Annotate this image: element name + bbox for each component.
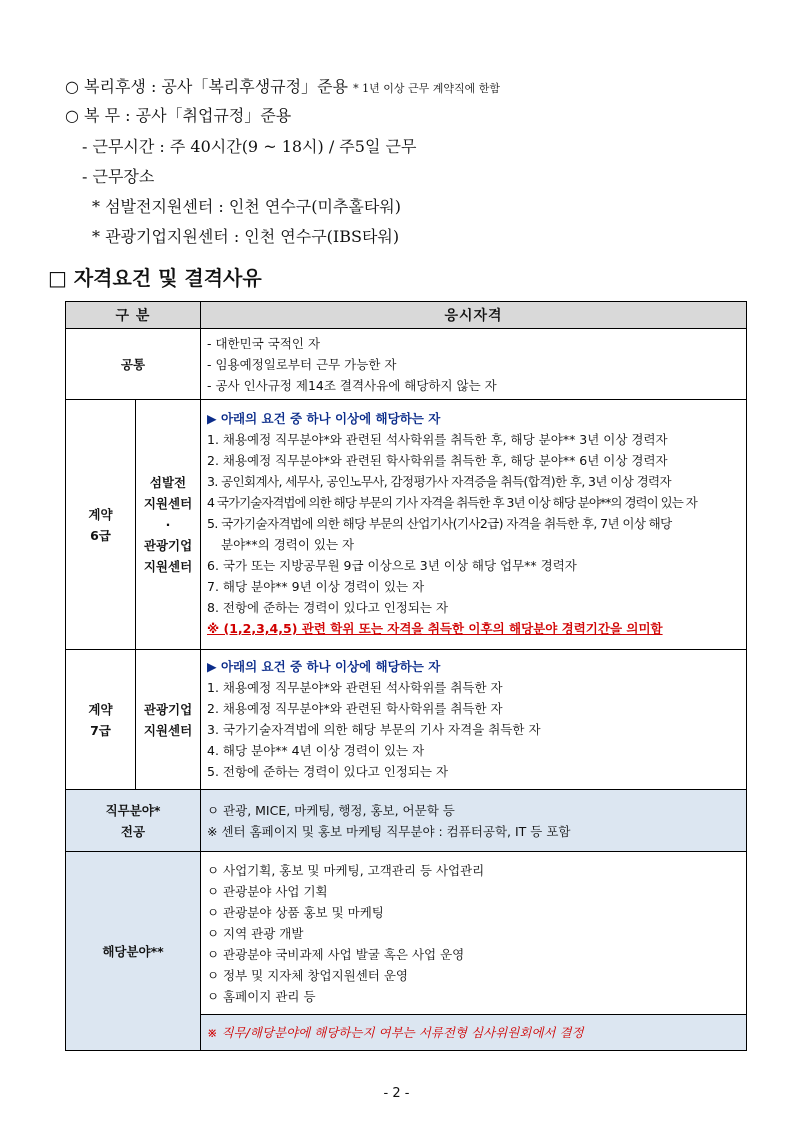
- work-place-line: - 근무장소: [82, 167, 155, 186]
- list-item: 4. 해당 분야** 4년 이상 경력이 있는 자: [207, 743, 425, 758]
- grade6-note: ※ (1,2,3,4,5) 관련 학위 또는 자격을 취득한 이후의 해당분야 경력기간을 의미함: [207, 621, 663, 636]
- common-row: [66, 329, 747, 400]
- list-item: 2. 채용예정 직무분야*와 관련된 학사학위를 취득한 자: [207, 701, 503, 716]
- list-item: - 대한민국 국적인 자: [207, 335, 321, 351]
- list-item: 6. 국가 또는 지방공무원 9급 이상으로 3년 이상 해당 업무** 경력자: [207, 558, 577, 573]
- header-qualification: 응시자격: [201, 302, 747, 329]
- relevant-field-label: 해당분야**: [66, 852, 201, 1051]
- relevant-field-content: [201, 852, 747, 1015]
- welfare-note: * 1년 이상 근무 계약직에 한함: [353, 82, 500, 95]
- welfare-label: ○ 복리후생 : 공사「복리후생규정」준용: [65, 77, 348, 96]
- section-heading: □ 자격요건 및 결격사유: [48, 266, 262, 290]
- list-item: 1. 채용예정 직무분야*와 관련된 석사학위를 취득한 자: [207, 680, 503, 695]
- list-item: ㅇ 관광분야 국비과제 사업 발굴 혹은 사업 운영: [207, 946, 465, 962]
- header-category: 구 분: [66, 302, 201, 329]
- grade7-lead: ▶ 아래의 요건 중 하나 이상에 해당하는 자: [207, 659, 441, 674]
- grade6-row: [66, 400, 747, 650]
- list-item: ㅇ 사업기획, 홍보 및 마케팅, 고객관리 등 사업관리: [207, 862, 485, 878]
- list-item: - 공사 인사규정 제14조 결격사유에 해당하지 않는 자: [207, 377, 497, 393]
- grade7-label: 계약 7급: [66, 650, 136, 790]
- grade7-center: 관광기업 지원센터: [136, 650, 201, 790]
- table-header-row: [66, 302, 747, 329]
- grade6-content: [201, 400, 747, 650]
- relevant-field-note: ※ 직무/해당분야에 해당하는지 여부는 서류전형 심사위원회에서 결정: [207, 1025, 584, 1040]
- relevant-field-row: [66, 852, 747, 1015]
- list-item: 8. 전항에 준하는 경력이 있다고 인정되는 자: [207, 600, 449, 615]
- work-place-island: * 섬발전지원센터 : 인천 연수구(미추홀타워): [92, 197, 401, 216]
- list-item: ㅇ 관광분야 사업 기획: [207, 883, 328, 899]
- common-label: 공통: [66, 329, 201, 400]
- list-item: ㅇ 관광분야 상품 홍보 및 마케팅: [207, 904, 384, 920]
- list-item: 2. 채용예정 직무분야*와 관련된 학사학위를 취득한 후, 해당 분야** 6년 이상 경력자: [207, 453, 668, 468]
- list-item: 5. 국가기술자격법에 의한 해당 부문의 산업기사(기사2급) 자격을 취득한 후, 7년 이상 해당: [207, 516, 672, 531]
- grade7-row: [66, 650, 747, 790]
- page-number: - 2 -: [383, 1086, 410, 1101]
- list-item: 1. 채용예정 직무분야*와 관련된 석사학위를 취득한 후, 해당 분야** 3년 이상 경력자: [207, 432, 668, 447]
- grade6-center: 섬발전 지원센터 · 관광기업 지원센터: [136, 400, 201, 650]
- grade7-content: [201, 650, 747, 790]
- list-item: ㅇ 정부 및 지자체 창업지원센터 운영: [207, 967, 408, 983]
- list-item: ㅇ 홈페이지 관리 등: [207, 988, 316, 1004]
- list-item: 7. 해당 분야** 9년 이상 경력이 있는 자: [207, 579, 425, 594]
- list-item: 분야**의 경력이 있는 자: [221, 537, 355, 552]
- list-item: 3. 공인회계사, 세무사, 공인노무사, 감정평가사 자격증을 취득(합격)한 후, 3년 이상 경력자: [207, 474, 672, 489]
- list-item: 4 국가기술자격법에 의한 해당 부문의 기사 자격을 취득한 후 3년 이상 해당 분야**의 경력이 있는 자: [207, 495, 697, 510]
- list-item: - 임용예정일로부터 근무 가능한 자: [207, 356, 397, 372]
- job-field-label: 직무분야* 전공: [66, 790, 201, 852]
- qualification-table: [65, 301, 747, 1051]
- welfare-line: [65, 74, 500, 97]
- relevant-field-note-cell: [201, 1015, 747, 1051]
- list-item: ㅇ 지역 관광 개발: [207, 925, 304, 941]
- list-item: ㅇ 관광, MICE, 마케팅, 행정, 홍보, 어문학 등: [207, 802, 455, 818]
- grade6-label: 계약 6급: [66, 400, 136, 650]
- work-hours-line: - 근무시간 : 주 40시간(9 ~ 18시) / 주5일 근무: [82, 137, 417, 156]
- job-field-content: [201, 790, 747, 852]
- list-item: 5. 전항에 준하는 경력이 있다고 인정되는 자: [207, 764, 449, 779]
- list-item: ※ 센터 홈페이지 및 홍보 마케팅 직무분야 : 컴퓨터공학, IT 등 포함: [207, 823, 571, 839]
- common-content: [201, 329, 747, 400]
- grade6-lead: ▶ 아래의 요건 중 하나 이상에 해당하는 자: [207, 411, 441, 426]
- work-place-tourism: * 관광기업지원센터 : 인천 연수구(IBS타워): [92, 227, 400, 246]
- service-line: ○ 복 무 : 공사「취업규정」준용: [65, 106, 292, 125]
- job-field-row: [66, 790, 747, 852]
- list-item: 3. 국가기술자격법에 의한 해당 부문의 기사 자격을 취득한 자: [207, 722, 541, 737]
